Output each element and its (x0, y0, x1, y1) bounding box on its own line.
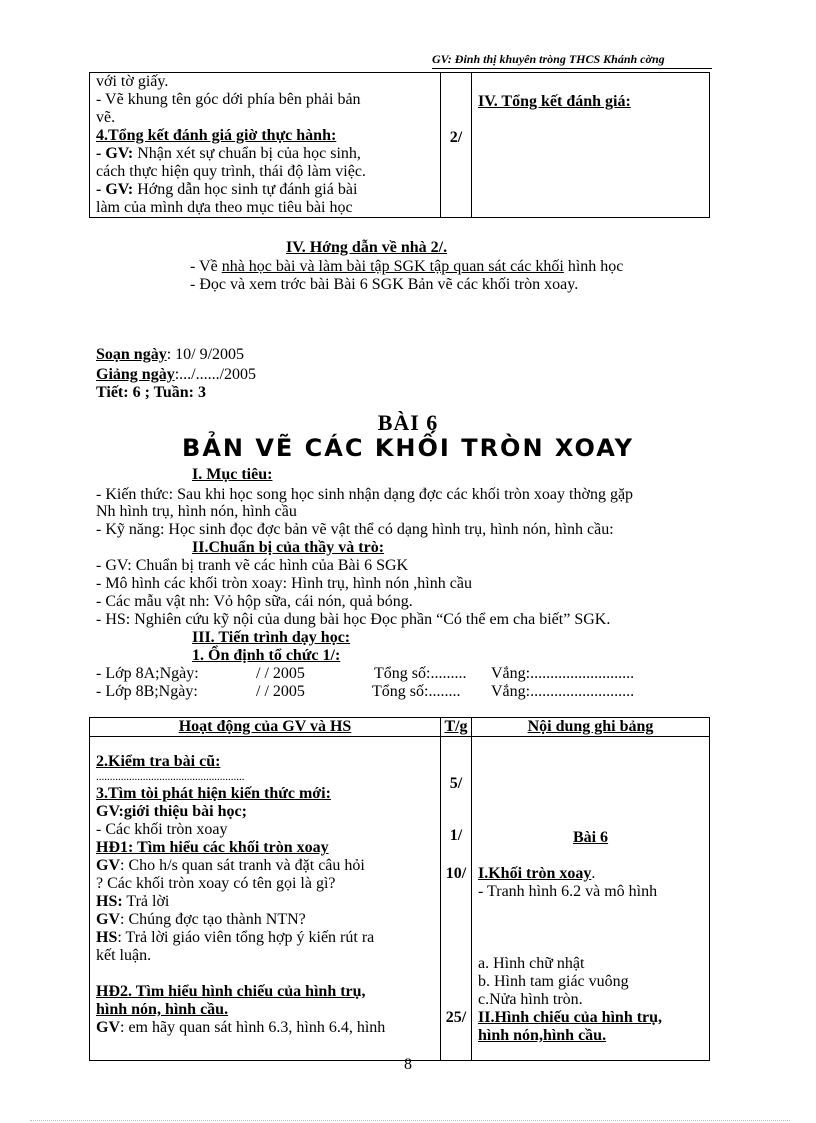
page-header: GV: Đinh thị khuyên tròng THCS Khánh cờng (432, 52, 712, 69)
activity-cell (90, 737, 441, 1061)
top-right-title: IV. Tổng kết đánh giá: (478, 93, 631, 110)
preparation-line-4: - HS: Nghiên cứu kỹ nội của dung bài học Đọc phần “Có thể em cha biết” SGK. (96, 611, 611, 628)
gv-intro: GV:giới thiệu bài học; (96, 803, 247, 820)
objectives-line-2: Nh hình trụ, hình nón, hình cầu (96, 503, 297, 520)
top-left-cell (90, 73, 441, 218)
gv-q1-label: GV (96, 857, 120, 874)
lesson-number: BÀI 6 (377, 410, 439, 435)
top-line-3: vẽ. (96, 109, 116, 126)
soan-ngay (96, 346, 244, 364)
content-cell (472, 737, 710, 1061)
objectives-title: I. Mục tiêu: (192, 466, 273, 483)
homework-line-2: - Đọc và xem trớc bài Bài 6 SGK Bản vẽ các khối tròn xoay. (190, 276, 579, 293)
hs-a2: : Trả lời giáo viên tổng hợp ý kiến rút ra (117, 929, 375, 946)
class-row-8b (96, 683, 635, 701)
page-number: 8 (404, 1056, 412, 1073)
gv1-label: - GV: (96, 145, 134, 162)
homework-title: IV. Hớng dẫn về nhà 2/. (286, 239, 448, 256)
objectives-line-3: - Kỹ năng: Học sinh đọc đợc bản vẽ vật thể có dạng hình trụ, hình nón, hình cầu: (96, 521, 614, 538)
page-footer-rule (30, 1120, 790, 1121)
content-bai6: Bài 6 (572, 829, 609, 846)
content-khoi-title: I.Khối tròn xoay (478, 865, 592, 882)
class-row-8a (96, 665, 635, 683)
class-8a-label: - Lớp 8A;Ngày: (96, 665, 199, 682)
hd2-line-1: HĐ2. Tìm hiểu hình chiếu của hình trụ, (96, 983, 366, 1000)
content-c: c.Nửa hình tròn. (478, 991, 583, 1008)
gv-q2-label: GV (96, 911, 120, 928)
time-cell (441, 737, 472, 1061)
content-khoi (478, 865, 595, 883)
giang-value: :.../....../2005 (174, 366, 257, 383)
kiemtra-title: 2.Kiểm tra bài cũ: (96, 753, 221, 770)
preparation-title: II.Chuẩn bị của thầy và trò: (192, 539, 385, 556)
time-hd1: 10/ (445, 865, 467, 882)
top-right-cell (472, 73, 710, 218)
gv2-label: - GV: (96, 181, 134, 198)
objectives-line-1: - Kiến thức: Sau khi học song học sinh nhận dạng đợc các khối tròn xoay thờng gặp (96, 486, 634, 503)
gv1-line2: cách thực hiện quy trình, thái độ làm việc. (96, 163, 366, 180)
org-title: 1. Ổn định tổ chức 1/: (192, 647, 341, 664)
gv-q2: : Chúng đợc tạo thành NTN? (120, 911, 306, 928)
soan-label: Soạn ngày (96, 346, 167, 363)
content-ii-line-2: hình nón,hình cầu. (478, 1027, 607, 1044)
content-ii-line-1: II.Hình chiếu của hình trụ, (478, 1009, 663, 1026)
header-time: T/g (441, 718, 472, 737)
class-8b-total: Tổng số:........ (372, 683, 461, 700)
soan-value: : 10/ 9/2005 (166, 346, 245, 363)
class-8a-total: Tổng số:......... (374, 665, 467, 682)
gv-last: : em hãy quan sát hình 6.3, hình 6.4, hình (120, 1019, 386, 1036)
time-kiemtra: 5/ (449, 775, 463, 792)
gv2-text: Hớng dẫn học sinh tự đánh giá bài (133, 181, 358, 198)
hd2-line-2: hình nón, hình cầu. (96, 1001, 229, 1018)
gv-last-label: GV (96, 1019, 120, 1036)
process-title: III. Tiến trình dạy học: (192, 629, 351, 646)
hd1-title: HĐ1: Tìm hiểu các khối tròn xoay (96, 839, 329, 856)
homework-line-1 (190, 258, 623, 276)
section4-title: 4.Tổng kết đánh giá giờ thực hành: (96, 127, 337, 144)
content-khoi-dot: . (591, 865, 596, 882)
homework-line-1-underlined: nhà học bài và làm bài tập SGK tập quan sát các khối (221, 258, 564, 275)
preparation-line-2: - Mô hình các khối tròn xoay: Hình trụ, hình nón ,hình cầu (96, 575, 472, 592)
gv1-text: Nhận xét sự chuẩn bị của học sinh, (133, 145, 361, 162)
time-intro: 1/ (449, 827, 463, 844)
time-hd2: 25/ (445, 1009, 467, 1026)
content-a: a. Hình chữ nhật (478, 955, 585, 972)
cac-khoi: - Các khối tròn xoay (96, 821, 228, 838)
content-b: b. Hình tam giác vuông (478, 973, 629, 990)
top-time-cell (441, 73, 472, 218)
kiemtra-dots: ...................................................... (96, 771, 245, 783)
header-activity: Hoạt động của GV và HS (90, 718, 441, 737)
gv2-line2: làm của mình dựa theo mục tiêu bài học (96, 199, 353, 216)
class-8b-label: - Lớp 8B;Ngày: (96, 683, 198, 700)
lesson-title: BẢN VẼ CÁC KHỐI TRÒN XOAY (182, 434, 634, 462)
class-8b-date: / / 2005 (256, 683, 305, 700)
content-tranh: - Tranh hình 6.2 và mô hình (478, 883, 658, 900)
tiet-tuan: Tiết: 6 ; Tuần: 3 (96, 384, 206, 401)
class-8b-absent: Vắng:.......................... (491, 683, 635, 700)
homework-line-1-post: hình học (563, 258, 624, 275)
giang-ngay (96, 366, 256, 384)
top-time: 2/ (449, 129, 463, 146)
hs-a2-label: HS (96, 929, 118, 946)
hs-a2b: kết luận. (96, 947, 152, 964)
gv-q1b: ? Các khối tròn xoay có tên gọi là gì? (96, 875, 336, 892)
header-content: Nội dung ghi bảng (472, 718, 710, 737)
class-8a-date: / / 2005 (256, 665, 305, 682)
timtoi-title: 3.Tìm tòi phát hiện kiến thức mới: (96, 785, 331, 802)
preparation-line-3: - Các mẫu vật nh: Vỏ hộp sữa, cái nón, quả bóng. (96, 593, 413, 610)
gv-q1: : Cho h/s quan sát tranh và đặt câu hỏi (120, 857, 365, 874)
homework-line-1-pre: - Về (190, 258, 222, 275)
class-8a-absent: Vắng:.......................... (491, 665, 635, 682)
top-line-1: với tờ giấy. (96, 73, 169, 90)
giang-label: Giảng ngày (96, 366, 175, 383)
main-table (89, 717, 710, 1061)
hs-a1-label: HS: (96, 893, 123, 910)
top-table (89, 72, 710, 218)
preparation-line-1: - GV: Chuẩn bị tranh vẽ các hình của Bài 6 SGK (96, 557, 409, 574)
top-line-2: - Vẽ khung tên góc dới phía bên phải bản (96, 91, 361, 108)
hs-a1: Trả lời (122, 893, 170, 910)
